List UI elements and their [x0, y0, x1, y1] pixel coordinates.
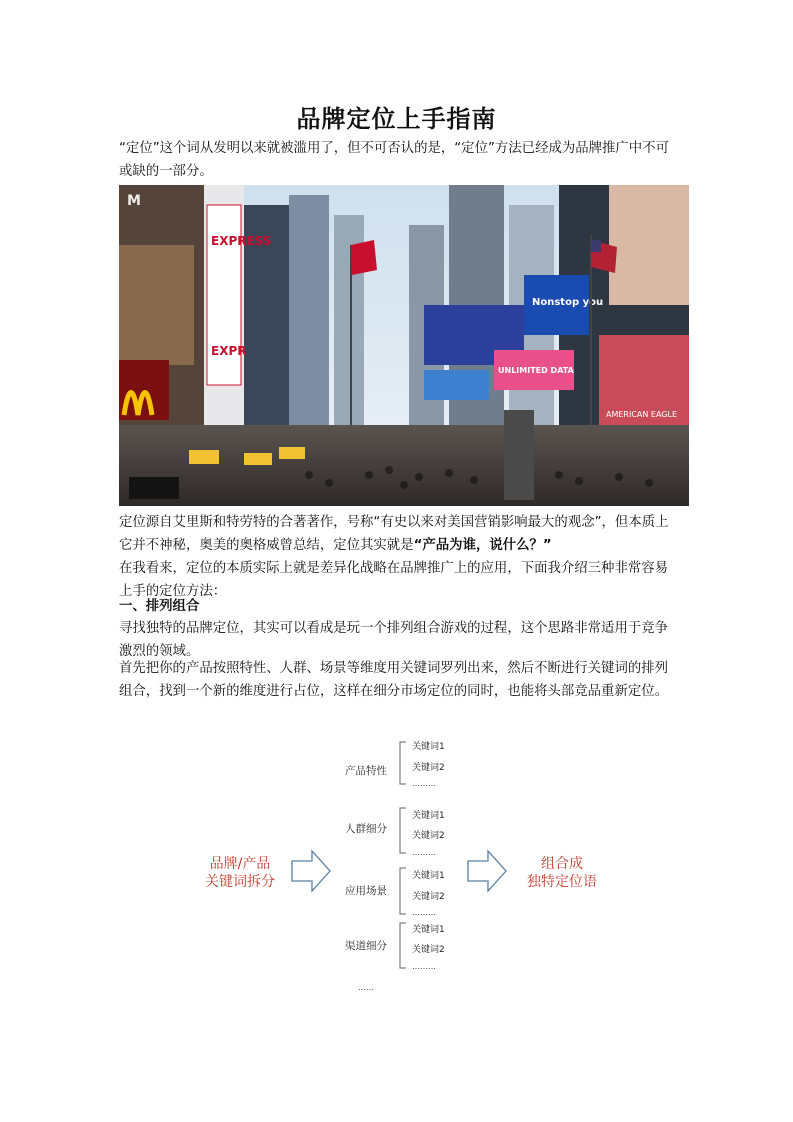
watermark-logo: M	[127, 193, 141, 209]
diagram-left-line1: 品牌/产品	[209, 856, 271, 872]
paragraph-origin	[119, 511, 679, 557]
diagram-right-line1: 组合成	[541, 856, 583, 872]
paragraph-permutation: 寻找独特的品牌定位，其实可以看成是玩一个排列组合游戏的过程，这个思路非常适用于竞争激烈的领域。	[119, 621, 669, 659]
intro-paragraph: “定位”这个词从发明以来就被滥用了，但不可否认的是，“定位”方法已经成为品牌推广中不可或缺的一部分。	[119, 141, 669, 179]
section-heading-1: 一、排列组合	[119, 599, 200, 614]
right-arrow-icon	[292, 851, 330, 891]
keyword-2: 关键词2	[412, 945, 445, 955]
keyword-ellipsis: ………	[412, 779, 436, 788]
category-product	[345, 740, 445, 788]
keyword-ellipsis: ………	[412, 908, 436, 917]
positioning-diagram	[180, 728, 630, 998]
diagram-left-line2: 关键词拆分	[205, 874, 275, 890]
keyword-ellipsis: ………	[412, 962, 436, 971]
category-channel	[345, 923, 445, 971]
category-audience	[345, 808, 445, 857]
categories-ellipsis: ……	[358, 983, 374, 992]
keyword-1: 关键词1	[412, 811, 445, 821]
category-label: 渠道细分	[345, 940, 387, 952]
keyword-1: 关键词1	[412, 925, 445, 935]
billboard-express-2: EXPR	[211, 344, 247, 358]
category-label: 应用场景	[345, 885, 387, 897]
svg-text:UNLIMITED DATA: UNLIMITED DATA	[498, 366, 574, 375]
paragraph-origin-text: 定位源自艾里斯和特劳特的合著著作，号称“有史以来对美国营销影响最大的观念”，但本质上它并不神秘，奥美的奥格威曾总结，定位其实就是	[119, 515, 669, 553]
billboard-movie	[119, 245, 194, 365]
keyword-2: 关键词2	[412, 763, 445, 773]
svg-text:AMERICAN EAGLE: AMERICAN EAGLE	[606, 410, 678, 419]
paragraph-view: 在我看来，定位的本质实际上就是差异化战略在品牌推广上的应用，下面我介绍三种非常容易上手的定位方法：	[119, 561, 669, 599]
keyword-2: 关键词2	[412, 831, 445, 841]
category-label: 产品特性	[345, 765, 387, 777]
svg-text:Nonstop you: Nonstop you	[532, 297, 604, 308]
keyword-1: 关键词1	[412, 871, 445, 881]
keyword-1: 关键词1	[412, 742, 445, 752]
keyword-ellipsis: ………	[412, 848, 436, 857]
paragraph-origin-bold: “产品为谁，说什么？”	[413, 538, 552, 553]
right-arrow-icon	[468, 851, 506, 891]
page-title: 品牌定位上手指南	[296, 105, 497, 133]
keyword-2: 关键词2	[412, 892, 445, 902]
paragraph-method: 首先把你的产品按照特性、人群、场景等维度用关键词罗列出来，然后不断进行关键词的排列组合，找到一个新的维度进行占位，这样在细分市场定位的同时，也能将头部竞品重新定位。	[119, 661, 669, 699]
billboard-express-1: EXPRESS	[211, 234, 272, 248]
diagram-right-line2: 独特定位语	[527, 874, 597, 890]
category-scenario	[345, 868, 445, 917]
times-square-photo	[119, 185, 689, 506]
category-label: 人群细分	[345, 823, 387, 835]
